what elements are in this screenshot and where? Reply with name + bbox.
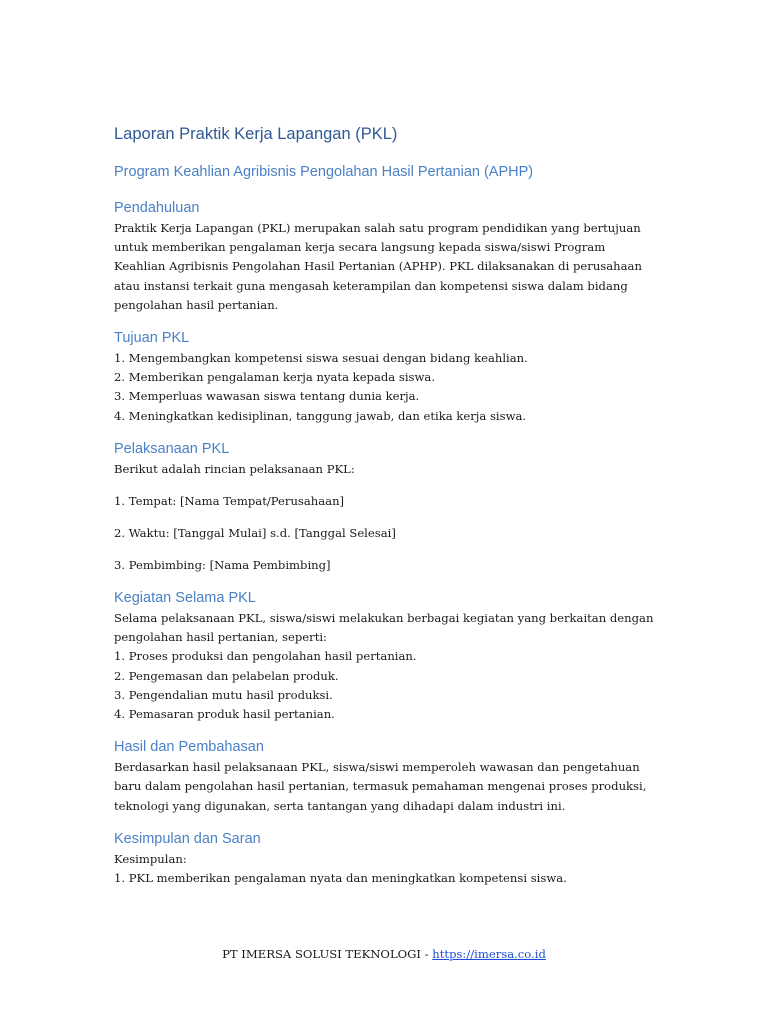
list-item: 2. Waktu: [Tanggal Mulai] s.d. [Tanggal Selesai] [114, 525, 396, 540]
pelaksanaan-intro: Berikut adalah rincian pelaksanaan PKL: [114, 461, 355, 476]
list-item: 1. Proses produksi dan pengolahan hasil pertanian. [114, 649, 417, 664]
list-item: 3. Memperluas wawasan siswa tentang dunia kerja. [114, 389, 420, 404]
kesimpulan-label: Kesimpulan: [114, 851, 187, 866]
document-subtitle: Program Keahlian Agribisnis Pengolahan Hasil Pertanian (APHP) [114, 164, 534, 180]
heading-hasil: Hasil dan Pembahasan [114, 739, 264, 756]
footer-link[interactable]: https://imersa.co.id [432, 947, 546, 961]
page-footer [0, 944, 768, 964]
list-item: 4. Pemasaran produk hasil pertanian. [114, 707, 335, 722]
heading-pendahuluan: Pendahuluan [114, 200, 200, 216]
paragraph-pendahuluan: Praktik Kerja Lapangan (PKL) merupakan salah satu program pendidikan yang bertujuan untuk memberikan pengalaman kerja secara langsung kepada siswa/siswi Program Keahlian Agribisnis Pengolahan Hasil Pertanian (APHP). PKL dilaksanakan di perusahaan atau instansi terkait guna mengasah keterampilan dan kompetensi siswa dalam bidang pengolahan hasil pertanian. [114, 221, 642, 312]
heading-kesimpulan: Kesimpulan dan Saran [114, 830, 261, 847]
heading-pelaksanaan: Pelaksanaan PKL [114, 440, 230, 457]
kegiatan-intro: Selama pelaksanaan PKL, siswa/siswi melakukan berbagai kegiatan yang berkaitan dengan pengolahan hasil pertanian, seperti: [114, 611, 654, 645]
paragraph-hasil: Berdasarkan hasil pelaksanaan PKL, siswa/siswi memperoleh wawasan dan pengetahuan baru dalam pengolahan hasil pertanian, termasuk pemahaman mengenai proses produksi, teknologi yang digunakan, serta tantangan yang dihadapi dalam industri ini. [114, 760, 647, 813]
list-item: 2. Pengemasan dan pelabelan produk. [114, 668, 339, 683]
list-item: 4. Meningkatkan kedisiplinan, tanggung jawab, dan etika kerja siswa. [114, 408, 527, 423]
list-item: 2. Memberikan pengalaman kerja nyata kepada siswa. [114, 370, 436, 385]
list-item: 3. Pembimbing: [Nama Pembimbing] [114, 557, 331, 572]
document-body [114, 123, 659, 888]
list-item: 1. PKL memberikan pengalaman nyata dan meningkatkan kompetensi siswa. [114, 871, 567, 886]
list-item: 3. Pengendalian mutu hasil produksi. [114, 687, 333, 702]
document-title: Laporan Praktik Kerja Lapangan (PKL) [114, 125, 398, 143]
heading-kegiatan: Kegiatan Selama PKL [114, 590, 256, 607]
list-item: 1. Mengembangkan kompetensi siswa sesuai dengan bidang keahlian. [114, 351, 528, 366]
heading-tujuan: Tujuan PKL [114, 330, 190, 347]
footer-company: PT IMERSA SOLUSI TEKNOLOGI - [222, 947, 433, 961]
list-item: 1. Tempat: [Nama Tempat/Perusahaan] [114, 493, 345, 508]
